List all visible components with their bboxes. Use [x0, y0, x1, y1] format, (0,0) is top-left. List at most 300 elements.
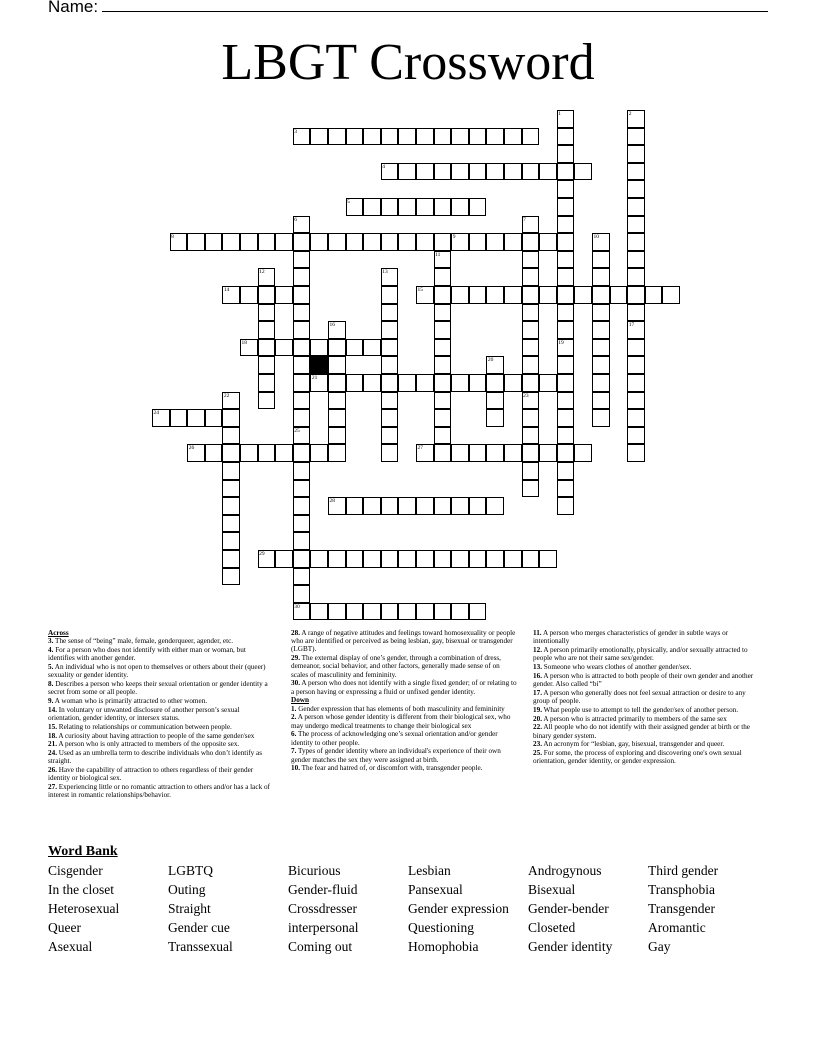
grid-cell[interactable] — [557, 339, 575, 357]
grid-cell[interactable] — [205, 444, 223, 462]
grid-cell[interactable] — [328, 128, 346, 146]
grid-cell[interactable] — [398, 198, 416, 216]
grid-cell[interactable] — [469, 198, 487, 216]
grid-cell[interactable] — [293, 392, 311, 410]
grid-cell[interactable] — [592, 286, 610, 304]
clue-number: 3. — [48, 637, 54, 646]
grid-cell[interactable] — [486, 409, 504, 427]
grid-cell[interactable] — [522, 286, 540, 304]
grid-cell[interactable] — [557, 216, 575, 234]
grid-cell[interactable] — [293, 251, 311, 269]
clue-text: The external display of one’s gender, through a combination of dress, demeanor, social behavior, and other factors, generally made sense of on scales of masculinity and femininity. — [291, 654, 501, 679]
grid-cell[interactable] — [293, 216, 311, 234]
grid-cell[interactable] — [310, 444, 328, 462]
grid-cell[interactable] — [258, 233, 276, 251]
grid-cell[interactable] — [592, 374, 610, 392]
clue-number: 1. — [291, 704, 297, 713]
grid-cell[interactable] — [557, 128, 575, 146]
grid-cell[interactable] — [363, 198, 381, 216]
grid-cell[interactable] — [434, 497, 452, 515]
grid-cell[interactable] — [592, 392, 610, 410]
grid-cell[interactable] — [222, 444, 240, 462]
grid-cell[interactable] — [346, 374, 364, 392]
grid-cell[interactable] — [240, 444, 258, 462]
grid-cell[interactable] — [363, 128, 381, 146]
grid-cell[interactable] — [381, 550, 399, 568]
down-clue — [533, 723, 761, 739]
grid-cell[interactable] — [434, 374, 452, 392]
grid-cell[interactable] — [434, 409, 452, 427]
grid-cell[interactable] — [381, 268, 399, 286]
grid-cell[interactable] — [627, 145, 645, 163]
grid-cell[interactable] — [557, 145, 575, 163]
grid-cell[interactable] — [381, 427, 399, 445]
grid-cell[interactable] — [627, 304, 645, 322]
grid-cell[interactable] — [275, 550, 293, 568]
grid-cell[interactable] — [504, 233, 522, 251]
grid-cell[interactable] — [381, 286, 399, 304]
grid-cell[interactable] — [328, 339, 346, 357]
grid-cell[interactable] — [293, 374, 311, 392]
grid-cell[interactable] — [486, 128, 504, 146]
grid-cell[interactable] — [627, 392, 645, 410]
grid-cell[interactable] — [557, 444, 575, 462]
grid-cell[interactable] — [416, 286, 434, 304]
grid-cell[interactable] — [293, 233, 311, 251]
grid-cell[interactable] — [310, 550, 328, 568]
grid-cell[interactable] — [328, 356, 346, 374]
grid-cell[interactable] — [398, 163, 416, 181]
grid-cell[interactable] — [398, 497, 416, 515]
grid-cell[interactable] — [522, 462, 540, 480]
grid-cell[interactable] — [486, 286, 504, 304]
grid-cell[interactable] — [328, 321, 346, 339]
grid-cell[interactable] — [557, 409, 575, 427]
grid-cell[interactable] — [434, 427, 452, 445]
grid-cell[interactable] — [398, 128, 416, 146]
grid-cell[interactable] — [627, 286, 645, 304]
grid-cell[interactable] — [346, 497, 364, 515]
grid-cell[interactable] — [293, 462, 311, 480]
grid-cell[interactable] — [592, 409, 610, 427]
grid-cell[interactable] — [434, 128, 452, 146]
across-clue — [48, 732, 270, 740]
grid-cell[interactable] — [451, 286, 469, 304]
grid-cell[interactable] — [363, 339, 381, 357]
grid-cell[interactable] — [222, 233, 240, 251]
grid-cell[interactable] — [310, 128, 328, 146]
grid-cell[interactable] — [557, 198, 575, 216]
grid-cell[interactable] — [627, 268, 645, 286]
grid-cell[interactable] — [627, 128, 645, 146]
grid-cell[interactable] — [293, 321, 311, 339]
grid-cell[interactable] — [469, 603, 487, 621]
grid-cell[interactable] — [557, 286, 575, 304]
grid-cell[interactable] — [416, 128, 434, 146]
grid-cell[interactable] — [434, 603, 452, 621]
grid-cell[interactable] — [486, 163, 504, 181]
grid-cell[interactable] — [293, 515, 311, 533]
grid-cell[interactable] — [170, 233, 188, 251]
grid-cell[interactable] — [486, 374, 504, 392]
grid-cell[interactable] — [434, 321, 452, 339]
grid-cell[interactable] — [592, 304, 610, 322]
grid-cell[interactable] — [381, 304, 399, 322]
grid-cell[interactable] — [222, 392, 240, 410]
grid-cell[interactable] — [522, 356, 540, 374]
grid-cell[interactable] — [592, 321, 610, 339]
grid-cell[interactable] — [557, 233, 575, 251]
grid-cell[interactable] — [293, 480, 311, 498]
grid-cell[interactable] — [346, 550, 364, 568]
grid-cell[interactable] — [258, 268, 276, 286]
grid-cell[interactable] — [627, 110, 645, 128]
grid-cell[interactable] — [557, 268, 575, 286]
grid-cell[interactable] — [522, 374, 540, 392]
grid-cell[interactable] — [222, 497, 240, 515]
grid-cell[interactable] — [592, 356, 610, 374]
grid-cell[interactable] — [557, 163, 575, 181]
grid-cell[interactable] — [627, 233, 645, 251]
grid-cell[interactable] — [328, 444, 346, 462]
grid-cell[interactable] — [522, 444, 540, 462]
grid-cell[interactable] — [592, 251, 610, 269]
grid-cell[interactable] — [363, 374, 381, 392]
grid-cell[interactable] — [416, 497, 434, 515]
grid-cell[interactable] — [557, 251, 575, 269]
grid-cell[interactable] — [293, 497, 311, 515]
grid-cell[interactable] — [522, 409, 540, 427]
grid-cell[interactable] — [381, 409, 399, 427]
grid-cell[interactable] — [486, 497, 504, 515]
grid-cell[interactable] — [381, 603, 399, 621]
grid-cell[interactable] — [222, 286, 240, 304]
grid-cell[interactable] — [293, 286, 311, 304]
grid-cell[interactable] — [539, 233, 557, 251]
grid-cell[interactable] — [434, 251, 452, 269]
grid-cell[interactable] — [574, 286, 592, 304]
grid-cell[interactable] — [416, 374, 434, 392]
grid-cell[interactable] — [346, 128, 364, 146]
grid-cell[interactable] — [522, 321, 540, 339]
grid-cell[interactable] — [469, 163, 487, 181]
clues-column-2 — [291, 629, 517, 773]
grid-cell[interactable] — [434, 356, 452, 374]
grid-cell[interactable] — [539, 163, 557, 181]
grid-cell[interactable] — [275, 233, 293, 251]
grid-cell[interactable] — [258, 356, 276, 374]
grid-cell[interactable] — [381, 128, 399, 146]
grid-cell[interactable] — [328, 603, 346, 621]
grid-cell[interactable] — [187, 233, 205, 251]
grid-cell[interactable] — [557, 180, 575, 198]
grid-cell[interactable] — [557, 110, 575, 128]
grid-cell[interactable] — [557, 462, 575, 480]
grid-cell[interactable] — [258, 339, 276, 357]
grid-cell[interactable] — [451, 163, 469, 181]
word-bank-item: Bisexual — [528, 882, 576, 897]
grid-cell[interactable] — [522, 233, 540, 251]
grid-clue-number: 6 — [294, 216, 298, 223]
grid-cell[interactable] — [328, 233, 346, 251]
grid-cell[interactable] — [293, 356, 311, 374]
grid-cell[interactable] — [293, 128, 311, 146]
grid-cell[interactable] — [416, 603, 434, 621]
grid-cell[interactable] — [240, 286, 258, 304]
grid-cell[interactable] — [451, 603, 469, 621]
grid-cell[interactable] — [293, 532, 311, 550]
grid-cell[interactable] — [627, 216, 645, 234]
grid-cell[interactable] — [434, 444, 452, 462]
grid-cell[interactable] — [504, 444, 522, 462]
grid-cell[interactable] — [539, 286, 557, 304]
grid-cell[interactable] — [522, 163, 540, 181]
grid-cell[interactable] — [293, 568, 311, 586]
grid-cell[interactable] — [293, 603, 311, 621]
grid-cell[interactable] — [275, 286, 293, 304]
clue-text: A person who does not identify with a single fixed gender; of or relating to a person having or expressing a fluid or unfixed gender identity. — [291, 679, 517, 696]
grid-cell[interactable] — [222, 480, 240, 498]
grid-cell[interactable] — [346, 233, 364, 251]
grid-cell[interactable] — [486, 233, 504, 251]
grid-cell[interactable] — [451, 497, 469, 515]
grid-cell[interactable] — [557, 480, 575, 498]
grid-cell[interactable] — [293, 304, 311, 322]
grid-cell[interactable] — [293, 268, 311, 286]
grid-cell[interactable] — [627, 339, 645, 357]
name-input-line[interactable] — [102, 0, 768, 12]
grid-cell[interactable] — [258, 321, 276, 339]
grid-cell[interactable] — [451, 128, 469, 146]
grid-cell[interactable] — [205, 233, 223, 251]
grid-cell[interactable] — [310, 233, 328, 251]
grid-cell[interactable] — [522, 550, 540, 568]
grid-cell[interactable] — [416, 163, 434, 181]
grid-cell[interactable] — [434, 286, 452, 304]
grid-cell[interactable] — [381, 374, 399, 392]
grid-cell[interactable] — [469, 374, 487, 392]
grid-cell[interactable] — [416, 550, 434, 568]
grid-cell[interactable] — [398, 550, 416, 568]
grid-cell[interactable] — [469, 550, 487, 568]
clue-text: A person who is only attracted to members of the opposite sex. — [56, 740, 240, 749]
grid-cell[interactable] — [398, 233, 416, 251]
grid-cell[interactable] — [293, 444, 311, 462]
grid-cell[interactable] — [293, 585, 311, 603]
grid-cell[interactable] — [346, 603, 364, 621]
grid-cell[interactable] — [328, 497, 346, 515]
grid-cell[interactable] — [592, 268, 610, 286]
grid-cell[interactable] — [381, 233, 399, 251]
grid-cell[interactable] — [645, 286, 663, 304]
grid-cell[interactable] — [381, 356, 399, 374]
grid-cell[interactable] — [328, 374, 346, 392]
grid-cell[interactable] — [469, 497, 487, 515]
grid-cell[interactable] — [258, 286, 276, 304]
down-clue-list — [291, 705, 517, 773]
grid-cell[interactable] — [522, 304, 540, 322]
grid-cell[interactable] — [328, 427, 346, 445]
grid-cell[interactable] — [574, 444, 592, 462]
grid-cell[interactable] — [627, 163, 645, 181]
grid-cell[interactable] — [310, 374, 328, 392]
grid-cell[interactable] — [522, 128, 540, 146]
grid-cell[interactable] — [381, 198, 399, 216]
grid-cell[interactable] — [152, 409, 170, 427]
grid-cell[interactable] — [627, 251, 645, 269]
grid-cell[interactable] — [258, 304, 276, 322]
grid-cell[interactable] — [416, 233, 434, 251]
grid-cell[interactable] — [170, 409, 188, 427]
grid-cell[interactable] — [434, 392, 452, 410]
grid-cell[interactable] — [381, 163, 399, 181]
grid-cell[interactable] — [539, 550, 557, 568]
grid-cell[interactable] — [522, 339, 540, 357]
grid-cell[interactable] — [627, 321, 645, 339]
grid-cell[interactable] — [522, 216, 540, 234]
grid-cell[interactable] — [592, 233, 610, 251]
grid-cell[interactable] — [522, 427, 540, 445]
grid-cell[interactable] — [627, 374, 645, 392]
grid-cell[interactable] — [522, 392, 540, 410]
grid-cell[interactable] — [328, 409, 346, 427]
word-bank-item: Crossdresser — [288, 901, 357, 916]
grid-cell[interactable] — [434, 163, 452, 181]
grid-cell[interactable] — [662, 286, 680, 304]
grid-cell[interactable] — [222, 462, 240, 480]
grid-cell[interactable] — [381, 497, 399, 515]
grid-cell[interactable] — [240, 233, 258, 251]
grid-cell[interactable] — [504, 128, 522, 146]
grid-cell[interactable] — [434, 268, 452, 286]
grid-cell[interactable] — [363, 233, 381, 251]
grid-cell[interactable] — [504, 163, 522, 181]
grid-cell[interactable] — [574, 163, 592, 181]
grid-cell[interactable] — [522, 480, 540, 498]
grid-cell[interactable] — [187, 444, 205, 462]
grid-cell[interactable] — [293, 427, 311, 445]
grid-cell[interactable] — [258, 392, 276, 410]
grid-cell[interactable] — [258, 374, 276, 392]
grid-cell[interactable] — [398, 603, 416, 621]
grid-cell[interactable] — [627, 180, 645, 198]
grid-cell[interactable] — [328, 392, 346, 410]
grid-cell[interactable] — [504, 550, 522, 568]
grid-cell[interactable] — [610, 286, 628, 304]
grid-cell[interactable] — [416, 444, 434, 462]
grid-cell[interactable] — [451, 550, 469, 568]
grid-cell[interactable] — [275, 339, 293, 357]
grid-cell[interactable] — [434, 304, 452, 322]
grid-cell[interactable] — [557, 321, 575, 339]
grid-cell[interactable] — [240, 339, 258, 357]
grid-cell[interactable] — [258, 444, 276, 462]
grid-cell[interactable] — [451, 233, 469, 251]
grid-cell[interactable] — [627, 198, 645, 216]
grid-cell[interactable] — [346, 339, 364, 357]
grid-cell[interactable] — [205, 409, 223, 427]
grid-cell[interactable] — [381, 321, 399, 339]
grid-cell[interactable] — [451, 444, 469, 462]
grid-cell[interactable] — [627, 427, 645, 445]
grid-cell[interactable] — [627, 356, 645, 374]
grid-cell[interactable] — [451, 374, 469, 392]
grid-cell[interactable] — [293, 550, 311, 568]
grid-cell[interactable] — [222, 515, 240, 533]
grid-cell[interactable] — [434, 233, 452, 251]
grid-cell[interactable] — [434, 550, 452, 568]
grid-cell[interactable] — [557, 392, 575, 410]
grid-cell[interactable] — [469, 286, 487, 304]
grid-cell[interactable] — [504, 374, 522, 392]
grid-cell[interactable] — [187, 409, 205, 427]
grid-cell[interactable] — [222, 532, 240, 550]
grid-cell[interactable] — [504, 286, 522, 304]
grid-cell[interactable] — [539, 444, 557, 462]
grid-cell[interactable] — [592, 339, 610, 357]
grid-cell[interactable] — [469, 128, 487, 146]
grid-cell[interactable] — [346, 198, 364, 216]
grid-clue-number: 26 — [188, 445, 195, 452]
grid-cell[interactable] — [258, 550, 276, 568]
word-bank-item: LGBTQ — [168, 863, 213, 878]
grid-cell[interactable] — [222, 427, 240, 445]
grid-cell[interactable] — [222, 409, 240, 427]
grid-cell[interactable] — [434, 339, 452, 357]
grid-cell[interactable] — [434, 198, 452, 216]
grid-cell[interactable] — [310, 603, 328, 621]
grid-cell[interactable] — [469, 233, 487, 251]
grid-clue-number: 19 — [558, 339, 564, 346]
grid-cell[interactable] — [557, 356, 575, 374]
grid-cell[interactable] — [557, 374, 575, 392]
grid-cell[interactable] — [557, 304, 575, 322]
grid-cell[interactable] — [275, 444, 293, 462]
grid-cell[interactable] — [469, 444, 487, 462]
grid-cell[interactable] — [363, 603, 381, 621]
clues-column-3 — [533, 629, 761, 766]
grid-cell[interactable] — [222, 568, 240, 586]
clue-number: 8. — [48, 680, 54, 688]
grid-cell[interactable] — [363, 497, 381, 515]
grid-cell[interactable] — [557, 427, 575, 445]
grid-cell[interactable] — [522, 268, 540, 286]
grid-cell[interactable] — [363, 550, 381, 568]
grid-cell[interactable] — [381, 444, 399, 462]
grid-cell[interactable] — [328, 550, 346, 568]
grid-cell[interactable] — [627, 444, 645, 462]
grid-cell[interactable] — [222, 550, 240, 568]
grid-cell[interactable] — [486, 356, 504, 374]
down-clue — [291, 730, 517, 746]
grid-cell[interactable] — [416, 198, 434, 216]
grid-cell[interactable] — [381, 392, 399, 410]
grid-cell[interactable] — [310, 339, 328, 357]
grid-cell[interactable] — [398, 374, 416, 392]
grid-cell[interactable] — [557, 497, 575, 515]
grid-cell[interactable] — [293, 409, 311, 427]
grid-cell[interactable] — [486, 392, 504, 410]
grid-cell[interactable] — [486, 550, 504, 568]
grid-cell[interactable] — [486, 444, 504, 462]
grid-cell[interactable] — [381, 339, 399, 357]
grid-cell[interactable] — [293, 339, 311, 357]
grid-cell[interactable] — [539, 374, 557, 392]
word-bank-item: Queer — [48, 920, 81, 935]
grid-cell[interactable] — [522, 251, 540, 269]
grid-cell[interactable] — [627, 409, 645, 427]
grid-cell[interactable] — [451, 198, 469, 216]
